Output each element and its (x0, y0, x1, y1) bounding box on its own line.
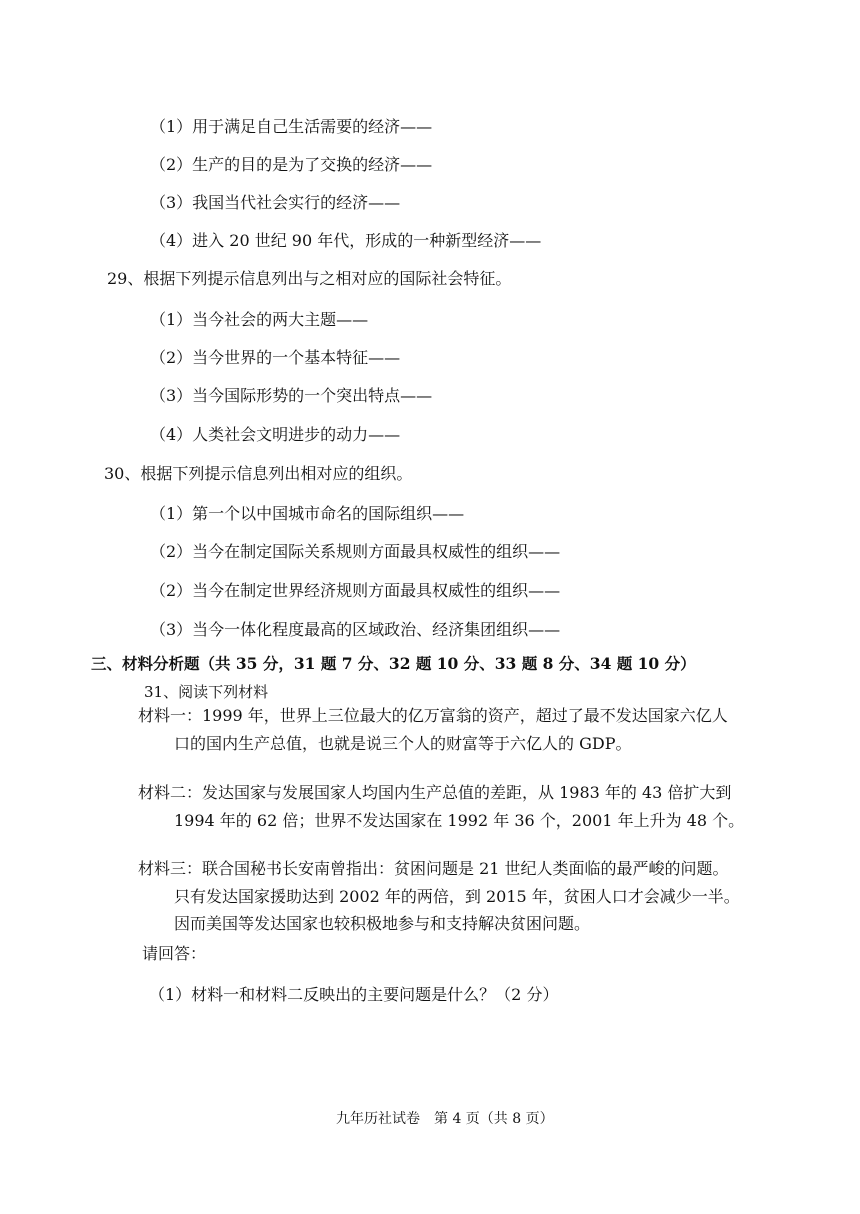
q31-material1-line1: 材料一：1999 年，世界上三位最大的亿万富翁的资产，超过了最不发达国家六亿人 (138, 706, 728, 725)
q31-material3-line3: 因而美国等发达国家也较积极地参与和支持解决贫困问题。 (174, 914, 591, 933)
q29-title: 29、根据下列提示信息列出与之相对应的国际社会特征。 (107, 269, 512, 288)
q30-title: 30、根据下列提示信息列出相对应的组织。 (104, 464, 413, 483)
q31-intro: 31、阅读下列材料 (144, 683, 269, 701)
q29-item-2: （2）当今世界的一个基本特征—— (150, 348, 401, 367)
q29-item-3: （3）当今国际形势的一个突出特点—— (150, 386, 433, 405)
q28-item-4: （4）进入 20 世纪 90 年代，形成的一种新型经济—— (150, 231, 542, 250)
q31-material1-line2: 口的国内生产总值，也就是说三个人的财富等于六亿人的 GDP。 (174, 734, 632, 753)
q28-item-1: （1）用于满足自己生活需要的经济—— (150, 117, 433, 136)
q30-item-2: （2）当今在制定国际关系规则方面最具权威性的组织—— (150, 542, 561, 561)
q30-item-3: （2）当今在制定世界经济规则方面最具权威性的组织—— (150, 581, 561, 600)
section-heading: 三、材料分析题（共 35 分，31 题 7 分、32 题 10 分、33 题 8 分、34 题 10 分） (91, 654, 696, 673)
q30-item-4: （3）当今一体化程度最高的区域政治、经济集团组织—— (150, 620, 561, 639)
q31-subquestion-1: （1）材料一和材料二反映出的主要问题是什么？（2 分） (149, 985, 559, 1004)
q28-item-3: （3）我国当代社会实行的经济—— (150, 193, 401, 212)
q31-material3-line1: 材料三：联合国秘书长安南曾指出：贫困问题是 21 世纪人类面临的最严峻的问题。 (138, 859, 729, 878)
q30-item-1: （1）第一个以中国城市命名的国际组织—— (150, 504, 465, 523)
q29-item-4: （4）人类社会文明进步的动力—— (150, 425, 401, 444)
q29-item-1: （1）当今社会的两大主题—— (150, 310, 369, 329)
q31-material2-line2: 1994 年的 62 倍；世界不发达国家在 1992 年 36 个，2001 年上升为 48 个。 (174, 811, 745, 830)
q31-material2-line1: 材料二：发达国家与发展国家人均国内生产总值的差距，从 1983 年的 43 倍扩大到 (138, 783, 732, 802)
page-footer: 九年历社试卷 第 4 页（共 8 页） (336, 1111, 554, 1127)
q31-prompt: 请回答： (142, 944, 207, 963)
q28-item-2: （2）生产的目的是为了交换的经济—— (150, 155, 433, 174)
q31-material3-line2: 只有发达国家援助达到 2002 年的两倍，到 2015 年，贫困人口才会减少一半。 (174, 887, 740, 906)
